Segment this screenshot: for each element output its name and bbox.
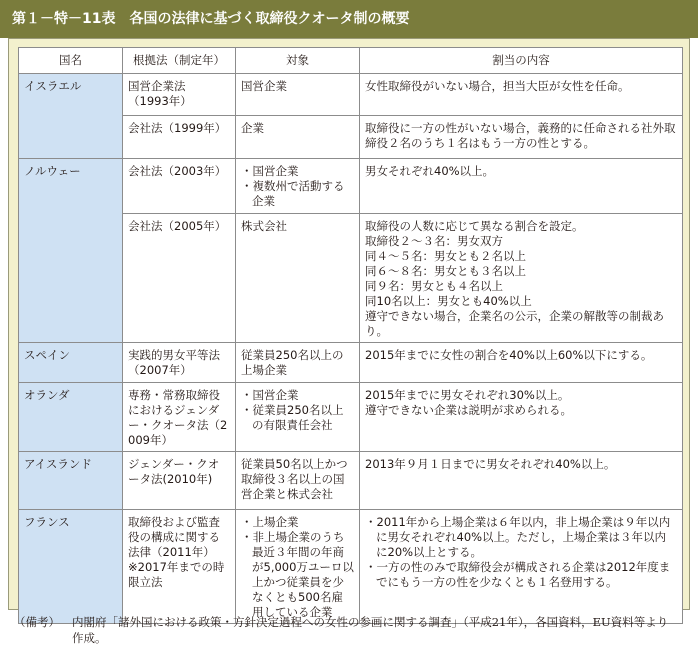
target-list [241,388,354,433]
table-row [19,74,683,116]
content-cell [360,452,683,510]
content-cell [360,116,683,159]
content-cell [360,510,683,624]
header-law: 根拠法（制定年） [123,48,236,74]
content-cell [360,74,683,116]
country-cell: オランダ [19,383,123,452]
target-list-item: ・複数州で活動する企業 [241,179,345,208]
target-line: 株式会社 [241,219,287,233]
target-cell [236,510,360,624]
target-list [241,515,354,620]
source-note [14,614,684,646]
content-cell [360,159,683,214]
header-target: 対象 [236,48,360,74]
law-line: ※2017年までの時限立法 [128,560,225,589]
content-list-item: ・2011年から上場企業は６年以内，非上場企業は９年以内に男女それぞれ40%以上。ただし，上場企業は３年以内に20%以上とする。 [365,515,671,559]
law-line: （1993年） [128,94,192,108]
table-row [19,383,683,452]
content-line: 同４～５名：男女とも２名以上 [365,249,526,263]
target-line: 企業 [241,121,264,135]
law-cell [123,343,236,383]
target-list-item: ・国営企業 [241,164,299,178]
law-line: 専務・常務取締役におけるジェンダー・クオータ法（2009年） [128,388,228,447]
target-cell [236,159,360,214]
table-panel [8,38,690,619]
content-line: 取締役に一方の性がいない場合，義務的に任命される社外取締役２名のうち１名はもう一方の性とする。 [365,121,676,150]
law-line: 実践的男女平等法 [128,348,220,362]
header-row [19,48,683,74]
target-line: 従業員50名以上かつ取締役３名以上の国営企業と株式会社 [241,457,348,501]
target-line: 国営企業 [241,79,287,93]
law-line: 会社法（2005年） [128,219,227,233]
law-line: 会社法（2003年） [128,164,227,178]
law-line: 国営企業法 [128,79,186,93]
country-cell: イスラエル [19,74,123,159]
header-content: 割当の内容 [360,48,683,74]
target-line: 従業員250名以上の上場企業 [241,348,344,377]
country-cell: スペイン [19,343,123,383]
content-line: 取締役２～３名：男女双方 [365,234,503,248]
country-cell: アイスランド [19,452,123,510]
note-label: （備考） [14,615,60,629]
country-cell: ノルウェー [19,159,123,343]
law-cell [123,74,236,116]
law-cell [123,159,236,214]
target-list-item: ・国営企業 [241,388,299,402]
target-cell [236,214,360,343]
content-line: 同10名以上：男女とも40%以上 [365,294,532,308]
law-line: （2007年） [128,363,192,377]
quota-table [18,47,683,624]
table-row [19,159,683,214]
law-line: ジェンダー・クオータ法(2010年) [128,457,220,486]
content-cell [360,214,683,343]
law-line: 会社法（1999年） [128,121,227,135]
target-cell [236,74,360,116]
law-cell [123,383,236,452]
law-cell [123,214,236,343]
law-cell [123,452,236,510]
country-cell: フランス [19,510,123,624]
table-title: 第１－特－11表 各国の法律に基づく取締役クオータ制の概要 [0,0,698,38]
note-text: 内閣府「諸外国における政策・方針決定過程への女性の参画に関する調査」（平成21年），各国資料，EU資料等より作成。 [72,615,669,645]
content-list-item: ・一方の性のみで取締役会が構成される企業は2012年度までにもう一方の性を少なくとも１名登用する。 [365,560,671,589]
header-country: 国名 [19,48,123,74]
target-list-item: ・従業員250名以上の有限責任会社 [241,403,344,432]
target-list [241,164,354,209]
target-cell [236,452,360,510]
target-cell [236,343,360,383]
content-line: 同６～８名：男女とも３名以上 [365,264,526,278]
content-line: 遵守できない場合，企業名の公示，企業の解散等の制裁あり。 [365,309,664,338]
content-list [365,515,677,590]
content-line: 2015年までに女性の割合を40%以上60%以下にする。 [365,348,653,362]
table-row [19,510,683,624]
content-cell [360,383,683,452]
law-line: 取締役および監査役の構成に関する法律（2011年） [128,515,220,559]
content-cell [360,343,683,383]
target-cell [236,116,360,159]
content-line: 2015年までに男女それぞれ30%以上。 [365,388,570,402]
content-line: 男女それぞれ40%以上。 [365,164,495,178]
table-row [19,452,683,510]
table-row [19,343,683,383]
target-list-item: ・上場企業 [241,515,299,529]
content-line: 同９名：男女とも４名以上 [365,279,503,293]
law-cell [123,116,236,159]
law-cell [123,510,236,624]
target-cell [236,383,360,452]
content-line: 遵守できない企業は説明が求められる。 [365,403,572,417]
content-line: 2013年９月１日までに男女それぞれ40%以上。 [365,457,616,471]
content-line: 取締役の人数に応じて異なる割合を設定。 [365,219,584,233]
content-line: 女性取締役がいない場合，担当大臣が女性を任命。 [365,79,630,93]
target-list-item: ・非上場企業のうち最近３年間の年商が5,000万ユーロ以上かつ従業員を少なくとも500名雇用している企業 [241,530,354,619]
